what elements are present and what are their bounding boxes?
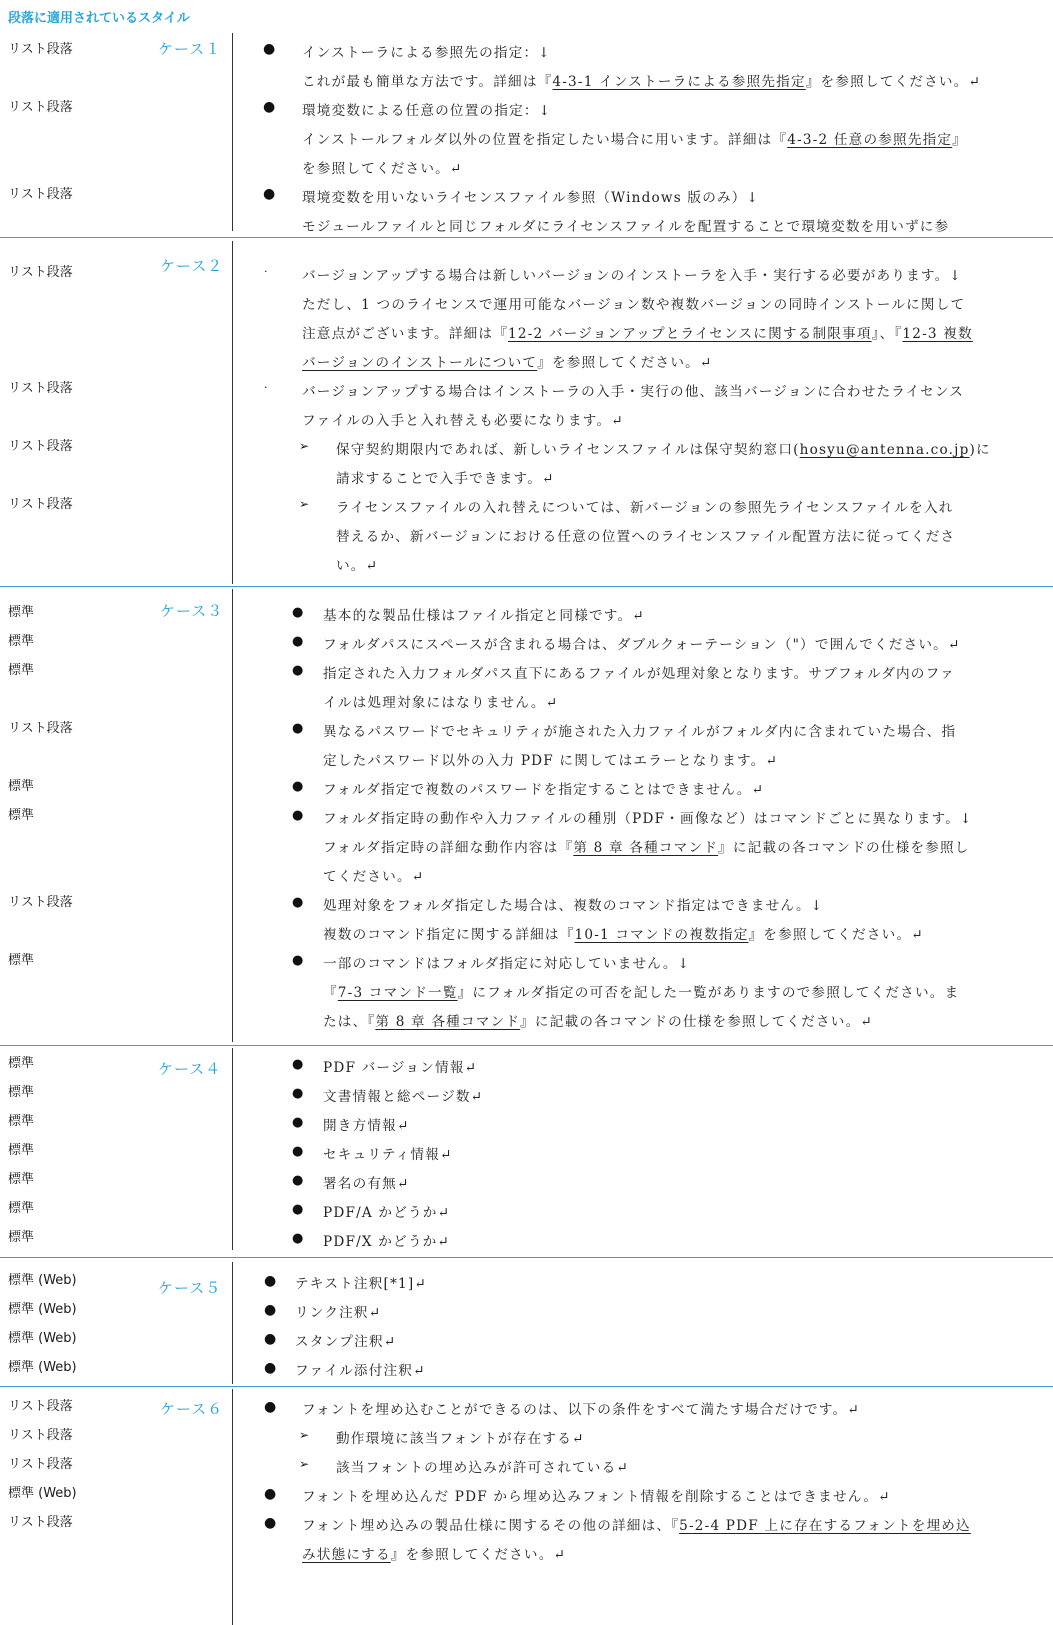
style-label: 標準 (Web) xyxy=(8,1360,77,1375)
email-link[interactable]: hosyu@antenna.co.jp xyxy=(799,442,970,458)
bullet-dot: ● xyxy=(292,1144,304,1159)
paragraph-line: てください。↵ xyxy=(323,869,425,885)
style-label: 標準 xyxy=(8,953,35,968)
paragraph-line: フォント埋め込みの製品仕様に関するその他の詳細は、『5-2-4 PDF 上に存在するフォントを埋め込 xyxy=(302,1518,971,1534)
bullet-dot: ● xyxy=(264,1515,277,1531)
style-label: リスト段落 xyxy=(8,1428,73,1443)
style-column-separator xyxy=(232,1389,233,1625)
paragraph-line: 複数のコマンド指定に関する詳細は『10-1 コマンドの複数指定』を参照してください。↵ xyxy=(323,927,924,943)
paragraph-line: い。↵ xyxy=(336,558,379,574)
paragraph-line: 環境変数による任意の位置の指定：↓ xyxy=(302,103,552,119)
style-label: 標準 xyxy=(8,808,35,823)
paragraph-line: 請求することで入手できます。↵ xyxy=(336,471,555,487)
cross-reference-link[interactable]: 12-2 バージョンアップとライセンスに関する制限事項 xyxy=(508,326,872,342)
paragraph-line: 一部のコマンドはフォルダ指定に対応していません。↓ xyxy=(323,956,691,972)
bullet-dot: ● xyxy=(292,663,304,678)
paragraph-line: セキュリティ情報↵ xyxy=(323,1147,453,1163)
paragraph-line: 文書情報と総ページ数↵ xyxy=(323,1089,484,1105)
bullet-small-dot: · xyxy=(264,265,268,278)
style-label: リスト段落 xyxy=(8,265,73,280)
cross-reference-link[interactable]: 第 8 章 各種コマンド xyxy=(573,840,719,856)
paragraph-line: これが最も簡単な方法です。詳細は『4-3-1 インストーラによる参照先指定』を参照してください。↵ xyxy=(302,74,982,90)
paragraph-line: ライセンスファイルの入れ替えについては、新バージョンの参照先ライセンスファイルを入れ xyxy=(336,500,954,516)
paragraph-line: PDF/A かどうか↵ xyxy=(323,1205,451,1221)
paragraph-line: ただし、1 つのライセンスで運用可能なバージョン数や複数バージョンの同時インストールに関して xyxy=(302,297,966,313)
paragraph-line: たは、『第 8 章 各種コマンド』に記載の各コマンドの仕様を参照してください。↵ xyxy=(323,1014,873,1030)
paragraph-line: 該当フォントの埋め込みが許可されている↵ xyxy=(336,1460,629,1476)
paragraph-line: リンク注釈↵ xyxy=(295,1305,382,1321)
bullet-dot: ● xyxy=(292,779,304,794)
bullet-dot: ● xyxy=(264,1486,277,1502)
cross-reference-link[interactable]: 7-3 コマンド一覧 xyxy=(337,985,458,1001)
style-label: 標準 (Web) xyxy=(8,1273,77,1288)
section-divider xyxy=(0,1045,1053,1046)
paragraph-line: フォルダ指定で複数のパスワードを指定することはできません。↵ xyxy=(323,782,765,798)
bullet-dot: ● xyxy=(292,1231,304,1246)
paragraph-line: 基本的な製品仕様はファイル指定と同様です。↵ xyxy=(323,608,645,624)
case-label: ケース２ xyxy=(160,257,224,275)
bullet-dot: ● xyxy=(264,1273,277,1289)
style-label: リスト段落 xyxy=(8,895,73,910)
bullet-dot: ● xyxy=(292,1173,304,1188)
case-label: ケース６ xyxy=(160,1400,224,1418)
paragraph-line: 環境変数を用いないライセンスファイル参照（Windows 版のみ）↓ xyxy=(302,190,760,206)
style-label: 標準 xyxy=(8,1056,35,1071)
style-label: 標準 xyxy=(8,1085,35,1100)
style-label: リスト段落 xyxy=(8,497,73,512)
cross-reference-link[interactable]: バージョンのインストールについて xyxy=(302,355,538,371)
paragraph-line: 『7-3 コマンド一覧』にフォルダ指定の可否を記した一覧がありますので参照してください。ま xyxy=(323,985,960,1001)
bullet-dot: ● xyxy=(264,1360,277,1376)
cross-reference-link[interactable]: 5-2-4 PDF 上に存在するフォントを埋め込 xyxy=(679,1518,971,1534)
bullet-dot: ● xyxy=(292,895,304,910)
paragraph-line: み状態にする』を参照してください。↵ xyxy=(302,1547,567,1563)
cross-reference-link[interactable]: 12-3 複数 xyxy=(902,326,973,342)
case-label: ケース３ xyxy=(160,602,224,620)
section-divider xyxy=(0,237,1053,238)
style-label: リスト段落 xyxy=(8,721,73,736)
cross-reference-link[interactable]: 4-3-1 インストーラによる参照先指定 xyxy=(552,74,806,90)
style-label: 標準 xyxy=(8,634,35,649)
cross-reference-link[interactable]: 第 8 章 各種コマンド xyxy=(375,1014,521,1030)
section-divider xyxy=(0,1386,1053,1387)
style-label: 標準 (Web) xyxy=(8,1302,77,1317)
bullet-dot: ● xyxy=(263,186,276,202)
style-label: リスト段落 xyxy=(8,381,73,396)
case-label: ケース５ xyxy=(158,1279,222,1297)
paragraph-line: インストールフォルダ以外の位置を指定したい場合に用います。詳細は『4-3-2 任意の参照先指定』 xyxy=(302,132,968,148)
bullet-dot: ● xyxy=(292,1057,304,1072)
bullet-dot: ● xyxy=(264,1399,277,1415)
page-title: 段落に適用されているスタイル xyxy=(8,11,190,26)
style-label: リスト段落 xyxy=(8,1399,73,1414)
paragraph-line: テキスト注釈[*1]↵ xyxy=(295,1276,427,1292)
bullet-small-dot: · xyxy=(264,381,268,394)
style-label: 標準 xyxy=(8,1143,35,1158)
style-column-separator xyxy=(232,1048,233,1250)
style-label: リスト段落 xyxy=(8,1457,73,1472)
style-label: 標準 xyxy=(8,1172,35,1187)
style-label: 標準 xyxy=(8,779,35,794)
paragraph-line: モジュールファイルと同じフォルダにライセンスファイルを配置することで環境変数を用いずに参 xyxy=(302,219,950,235)
bullet-dot: ● xyxy=(292,721,304,736)
case-label: ケース４ xyxy=(158,1060,222,1078)
paragraph-line: フォントを埋め込むことができるのは、以下の条件をすべて満たす場合だけです。↵ xyxy=(302,1402,860,1418)
paragraph-line: PDF/X かどうか↵ xyxy=(323,1234,451,1250)
style-label: 標準 (Web) xyxy=(8,1486,77,1501)
bullet-dot: ● xyxy=(292,808,304,823)
paragraph-line: フォルダ指定時の動作や入力ファイルの種別（PDF・画像など）はコマンドごとに異なります。↓ xyxy=(323,811,973,827)
bullet-arrow: ➢ xyxy=(299,497,310,511)
section-divider xyxy=(0,586,1053,587)
paragraph-line: 開き方情報↵ xyxy=(323,1118,410,1134)
paragraph-line: インストーラによる参照先の指定：↓ xyxy=(302,45,551,61)
style-column-separator xyxy=(232,589,233,1042)
section-divider xyxy=(0,1257,1053,1258)
style-column-separator xyxy=(232,1262,233,1384)
style-column-separator xyxy=(232,241,233,584)
bullet-arrow: ➢ xyxy=(299,1428,310,1442)
bullet-dot: ● xyxy=(292,953,304,968)
paragraph-line: 処理対象をフォルダ指定した場合は、複数のコマンド指定はできません。↓ xyxy=(323,898,824,914)
paragraph-line: ファイルの入手と入れ替えも必要になります。↵ xyxy=(302,413,624,429)
style-label: 標準 xyxy=(8,605,35,620)
style-label: 標準 (Web) xyxy=(8,1331,77,1346)
paragraph-line: バージョンアップする場合は新しいバージョンのインストーラを入手・実行する必要があります。↓ xyxy=(302,268,962,284)
paragraph-line: バージョンのインストールについて』を参照してください。↵ xyxy=(302,355,713,371)
style-label: 標準 xyxy=(8,663,35,678)
style-column-separator xyxy=(232,33,233,231)
bullet-dot: ● xyxy=(292,605,304,620)
style-label: リスト段落 xyxy=(8,42,73,57)
style-label: 標準 xyxy=(8,1230,35,1245)
paragraph-line: フォルダパスにスペースが含まれる場合は、ダブルクォーテーション（"）で囲んでください。↵ xyxy=(323,637,961,653)
style-label: リスト段落 xyxy=(8,187,73,202)
style-label: リスト段落 xyxy=(8,1515,73,1530)
style-label: 標準 xyxy=(8,1201,35,1216)
case-label: ケース１ xyxy=(158,40,222,58)
paragraph-line: スタンプ注釈↵ xyxy=(295,1334,397,1350)
bullet-dot: ● xyxy=(292,1086,304,1101)
cross-reference-link[interactable]: 10-1 コマンドの複数指定 xyxy=(574,927,749,943)
paragraph-line: フォルダ指定時の詳細な動作内容は『第 8 章 各種コマンド』に記載の各コマンドの仕様を参照し xyxy=(323,840,970,856)
paragraph-line: フォントを埋め込んだ PDF から埋め込みフォント情報を削除することはできません。↵ xyxy=(302,1489,891,1505)
paragraph-line: バージョンアップする場合はインストーラの入手・実行の他、該当バージョンに合わせたライセンス xyxy=(302,384,965,400)
style-label: リスト段落 xyxy=(8,439,73,454)
style-label: 標準 xyxy=(8,1114,35,1129)
paragraph-line: 注意点がございます。詳細は『12-2 バージョンアップとライセンスに関する制限事項』、『12-3 複数 xyxy=(302,326,973,342)
bullet-dot: ● xyxy=(264,1302,277,1318)
paragraph-line: ファイル添付注釈↵ xyxy=(295,1363,426,1379)
paragraph-line: 異なるパスワードでセキュリティが施された入力ファイルがフォルダ内に含まれていた場合、指 xyxy=(323,724,957,740)
bullet-dot: ● xyxy=(292,1115,304,1130)
cross-reference-link[interactable]: 4-3-2 任意の参照先指定 xyxy=(787,132,953,148)
bullet-dot: ● xyxy=(263,99,276,115)
paragraph-line: 保守契約期限内であれば、新しいライセンスファイルは保守契約窓口(hosyu@antenna.co.jp)に xyxy=(336,442,991,458)
paragraph-line: PDF バージョン情報↵ xyxy=(323,1060,478,1076)
paragraph-line: 指定された入力フォルダパス直下にあるファイルが処理対象となります。サブフォルダ内のファ xyxy=(323,666,955,682)
bullet-arrow: ➢ xyxy=(299,439,310,453)
bullet-arrow: ➢ xyxy=(299,1457,310,1471)
bullet-dot: ● xyxy=(263,41,276,57)
bullet-dot: ● xyxy=(264,1331,277,1347)
paragraph-line: 動作環境に該当フォントが存在する↵ xyxy=(336,1431,585,1447)
bullet-dot: ● xyxy=(292,1202,304,1217)
bullet-dot: ● xyxy=(292,634,304,649)
style-label: リスト段落 xyxy=(8,100,73,115)
paragraph-line: 定したパスワード以外の入力 PDF に関してはエラーとなります。↵ xyxy=(323,753,779,769)
paragraph-line: 署名の有無↵ xyxy=(323,1176,410,1192)
cross-reference-link[interactable]: み状態にする xyxy=(302,1547,391,1563)
paragraph-line: を参照してください。↵ xyxy=(302,161,463,177)
paragraph-line: イルは処理対象にはなりません。↵ xyxy=(323,695,559,711)
paragraph-line: 替えるか、新バージョンにおける任意の位置へのライセンスファイル配置方法に従ってくださ xyxy=(336,529,956,545)
